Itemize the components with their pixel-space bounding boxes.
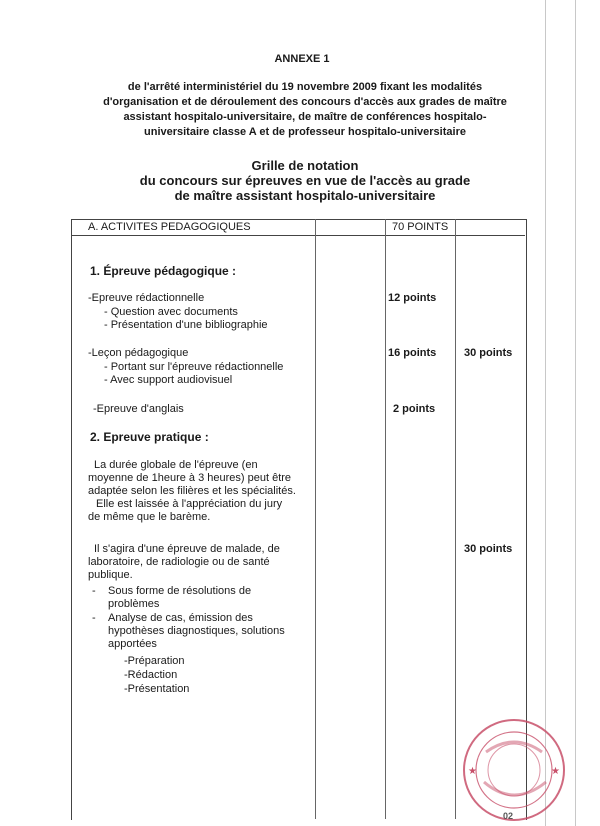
part2-total-points: 30 points xyxy=(464,543,513,555)
bullet-item xyxy=(108,612,308,651)
column-divider xyxy=(315,219,316,819)
bullet-dash: - xyxy=(92,585,96,597)
bullet-line: hypothèses diagnostiques, solutions xyxy=(108,625,285,637)
grid-title-line: Grille de notation xyxy=(251,158,359,173)
practical-detail xyxy=(88,543,308,582)
section-a-heading: A. ACTIVITES PEDAGOGIQUES xyxy=(88,221,251,233)
sub-item: -Rédaction xyxy=(124,669,178,681)
part2-title: 2. Epreuve pratique : xyxy=(90,430,209,444)
bullet-line: Analyse de cas, émission des xyxy=(108,612,253,624)
anglais-points: 2 points xyxy=(393,403,436,415)
bullet-dash: - xyxy=(92,612,96,624)
paragraph-line: de même que le barème. xyxy=(88,511,211,523)
lecon-pedagogique: -Leçon pédagogique xyxy=(88,347,189,359)
part1-title: 1. Épreuve pédagogique : xyxy=(90,264,237,278)
svg-text:★: ★ xyxy=(551,766,560,777)
paragraph-line: adaptée selon les filières et les spécialités. xyxy=(88,485,296,497)
redac-item: - Présentation d'une bibliographie xyxy=(104,319,268,331)
paragraph-line: laboratoire, de radiologie ou de santé xyxy=(88,556,270,568)
bullet-item xyxy=(108,585,308,611)
arrete-subtitle xyxy=(0,80,600,140)
grid-title xyxy=(0,158,600,203)
sub-item: -Préparation xyxy=(124,655,185,667)
subtitle-line: de l'arrêté interministériel du 19 novembre 2009 fixant les modalités xyxy=(127,81,483,93)
redac-points: 12 points xyxy=(388,292,437,304)
annexe-title: ANNEXE 1 xyxy=(274,53,330,65)
paragraph-line: La durée globale de l'épreuve (en xyxy=(94,459,258,471)
paragraph-line: Elle est laissée à l'appréciation du jury xyxy=(96,498,283,510)
bullet-line: Sous forme de résolutions de xyxy=(108,585,252,597)
bullet-line: apportées xyxy=(108,638,157,650)
official-stamp xyxy=(456,712,566,822)
subtitle-line: assistant hospitalo-universitaire, de maître de conférences hospitalo- xyxy=(123,111,487,123)
lecon-points: 16 points xyxy=(388,347,437,359)
part1-total-points: 30 points xyxy=(464,347,513,359)
paragraph-line: publique. xyxy=(88,569,133,581)
sub-item: -Présentation xyxy=(124,683,190,695)
grid-title-line: de maître assistant hospitalo-universitaire xyxy=(174,188,436,203)
subtitle-line: universitaire classe A et de professeur hospitalo-universitaire xyxy=(144,126,466,138)
svg-text:★: ★ xyxy=(468,766,477,777)
section-a-points: 70 POINTS xyxy=(392,221,449,233)
bullet-line: problèmes xyxy=(108,598,160,610)
paragraph-line: Il s'agira d'une épreuve de malade, de xyxy=(94,543,280,555)
epreuve-anglais: -Epreuve d'anglais xyxy=(93,403,184,415)
lecon-item: - Avec support audiovisuel xyxy=(104,374,233,386)
paragraph-line: moyenne de 1heure à 3 heures) peut être xyxy=(88,472,292,484)
grid-title-line: du concours sur épreuves en vue de l'accès au grade xyxy=(139,173,471,188)
epreuve-redactionnelle: -Epreuve rédactionnelle xyxy=(88,292,205,304)
subtitle-line: d'organisation et de déroulement des concours d'accès aux grades de maître xyxy=(103,96,507,108)
practical-description xyxy=(88,459,308,524)
column-divider xyxy=(385,219,386,819)
page-number: 02 xyxy=(503,811,514,821)
lecon-item: - Portant sur l'épreuve rédactionnelle xyxy=(104,361,284,373)
redac-item: - Question avec documents xyxy=(104,306,238,318)
